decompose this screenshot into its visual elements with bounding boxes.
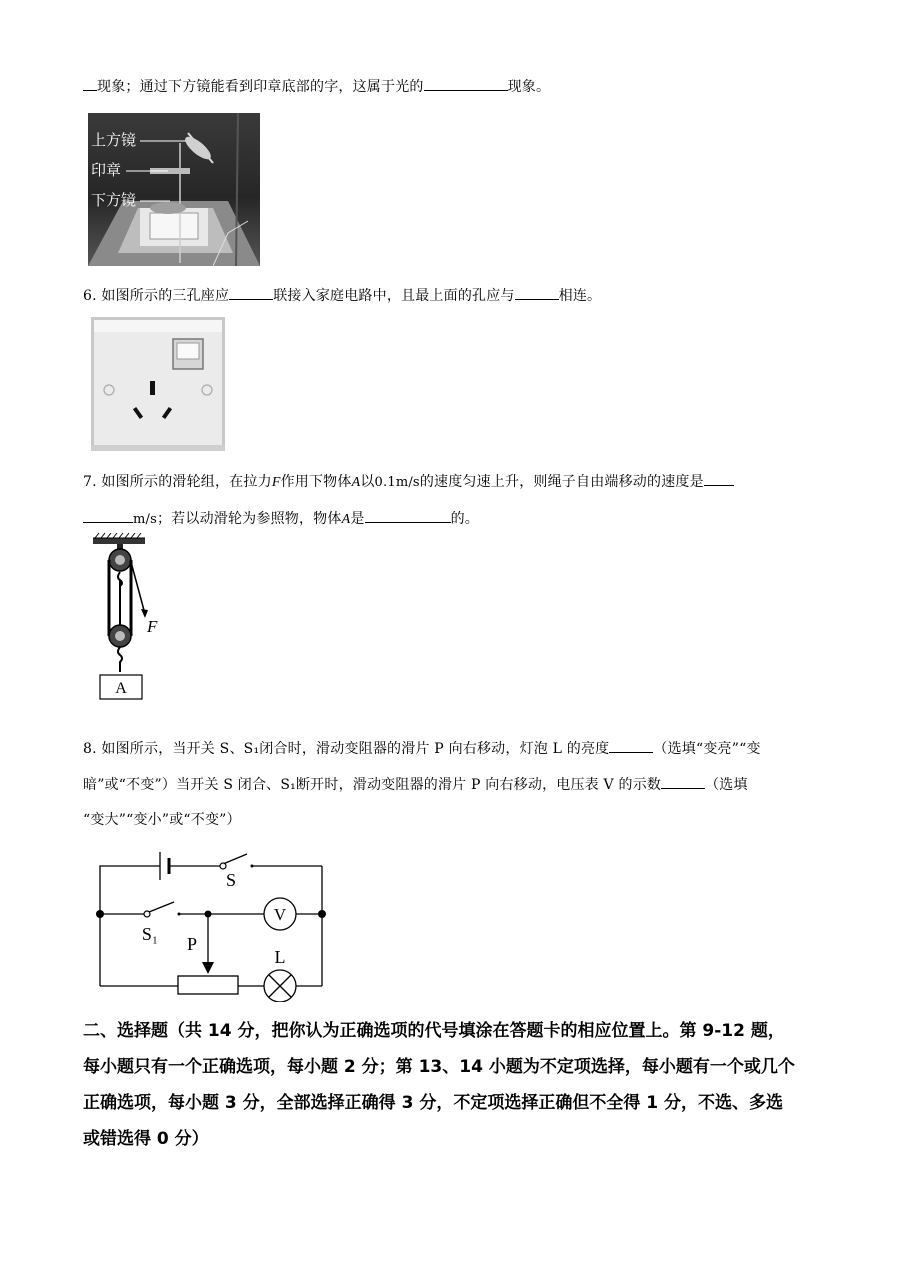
photo-label-seal: 印章 [91, 161, 122, 179]
section2-heading-line-4: 或错选得 0 分） [83, 1129, 209, 1149]
q5-text-line [83, 76, 550, 96]
q8-switch-S-label: S [225, 870, 237, 890]
q8-text-3: “变大”“变小”或“不变”） [83, 812, 241, 828]
q7-pulley-diagram [85, 532, 165, 710]
q7-text-line-1 [83, 471, 734, 491]
answer-blank [83, 508, 133, 523]
q6-text-c: 相连。 [558, 288, 602, 304]
answer-blank [229, 285, 273, 300]
q6-text-line [83, 285, 601, 305]
answer-blank [365, 508, 451, 523]
answer-blank [609, 738, 653, 753]
q7-speed: 0.1m/s [374, 475, 420, 490]
q5-text-end: 现象。 [507, 79, 551, 95]
section2-heading-line-2: 每小题只有一个正确选项，每小题 2 分；第 13、14 小题为不定项选择，每小题有一个或几个 [83, 1057, 795, 1077]
q8-text-line-2 [83, 774, 748, 794]
q6-text-a: 6. 如图所示的三孔座应 [83, 288, 230, 304]
q7-text-f: 是 [350, 511, 365, 527]
q8-text-1-tail: （选填“变亮”“变 [653, 741, 761, 757]
answer-blank [83, 76, 97, 91]
q8-text-2-tail: （选填 [705, 777, 748, 793]
section2-heading-line-1: 二、选择题（共 14 分，把你认为正确选项的代号填涂在答题卡的相应位置上。第 9-12 题， [83, 1021, 785, 1041]
q7-text-a: 7. 如图所示的滑轮组，在拉力 [83, 474, 272, 490]
answer-blank [704, 471, 734, 486]
q7-text-c: 以 [360, 474, 375, 490]
answer-blank [515, 285, 559, 300]
q7-var-F: F [271, 475, 281, 490]
q8-text-line-3 [83, 809, 241, 829]
q8-circuit-diagram [92, 840, 332, 1002]
answer-blank [424, 76, 508, 91]
q7-force-label: F [147, 617, 158, 636]
q8-text-line-1 [83, 738, 761, 758]
q7-unit: m/s [133, 512, 157, 527]
section2-heading-line-3: 正确选项，每小题 3 分，全部选择正确得 3 分，不定项选择正确但不全得 1 分，不选、多选 [83, 1093, 783, 1113]
q8-slider-P-label: P [186, 934, 198, 954]
q8-switch-S1-label: S₁ [141, 924, 159, 944]
q8-text-2: 暗”或“不变”）当开关 S 闭合、S₁断开时，滑动变阻器的滑片 P 向右移动，电压表 V 的示数 [83, 777, 662, 793]
q7-var-A-2: A [341, 512, 351, 527]
q5-text: 现象；通过下方镜能看到印章底部的字，这属于光的 [97, 79, 424, 95]
q8-voltmeter-label: V [273, 905, 287, 924]
q5-seal-mirror-photo [88, 113, 260, 266]
photo-label-upper-mirror: 上方镜 [91, 131, 137, 149]
q7-var-A: A [351, 475, 361, 490]
q7-block-label: A [115, 680, 127, 697]
q6-text-b: 联接入家庭电路中，且最上面的孔应与 [273, 288, 515, 304]
q7-text-e: ；若以动滑轮为参照物，物体 [156, 511, 342, 527]
q7-text-d: 的速度匀速上升，则绳子自由端移动的速度是 [419, 474, 704, 490]
answer-blank [661, 774, 705, 789]
q7-text-b: 作用下物体 [280, 474, 352, 490]
q7-text-line-2 [83, 508, 479, 528]
photo-label-lower-mirror: 下方镜 [91, 191, 137, 209]
q8-text-1: 8. 如图所示，当开关 S、S₁闭合时，滑动变阻器的滑片 P 向右移动，灯泡 L 的亮度 [83, 741, 610, 757]
q6-three-hole-socket-photo [91, 317, 225, 451]
q7-text-g: 的。 [450, 511, 479, 527]
q8-lamp-L-label: L [274, 947, 286, 967]
